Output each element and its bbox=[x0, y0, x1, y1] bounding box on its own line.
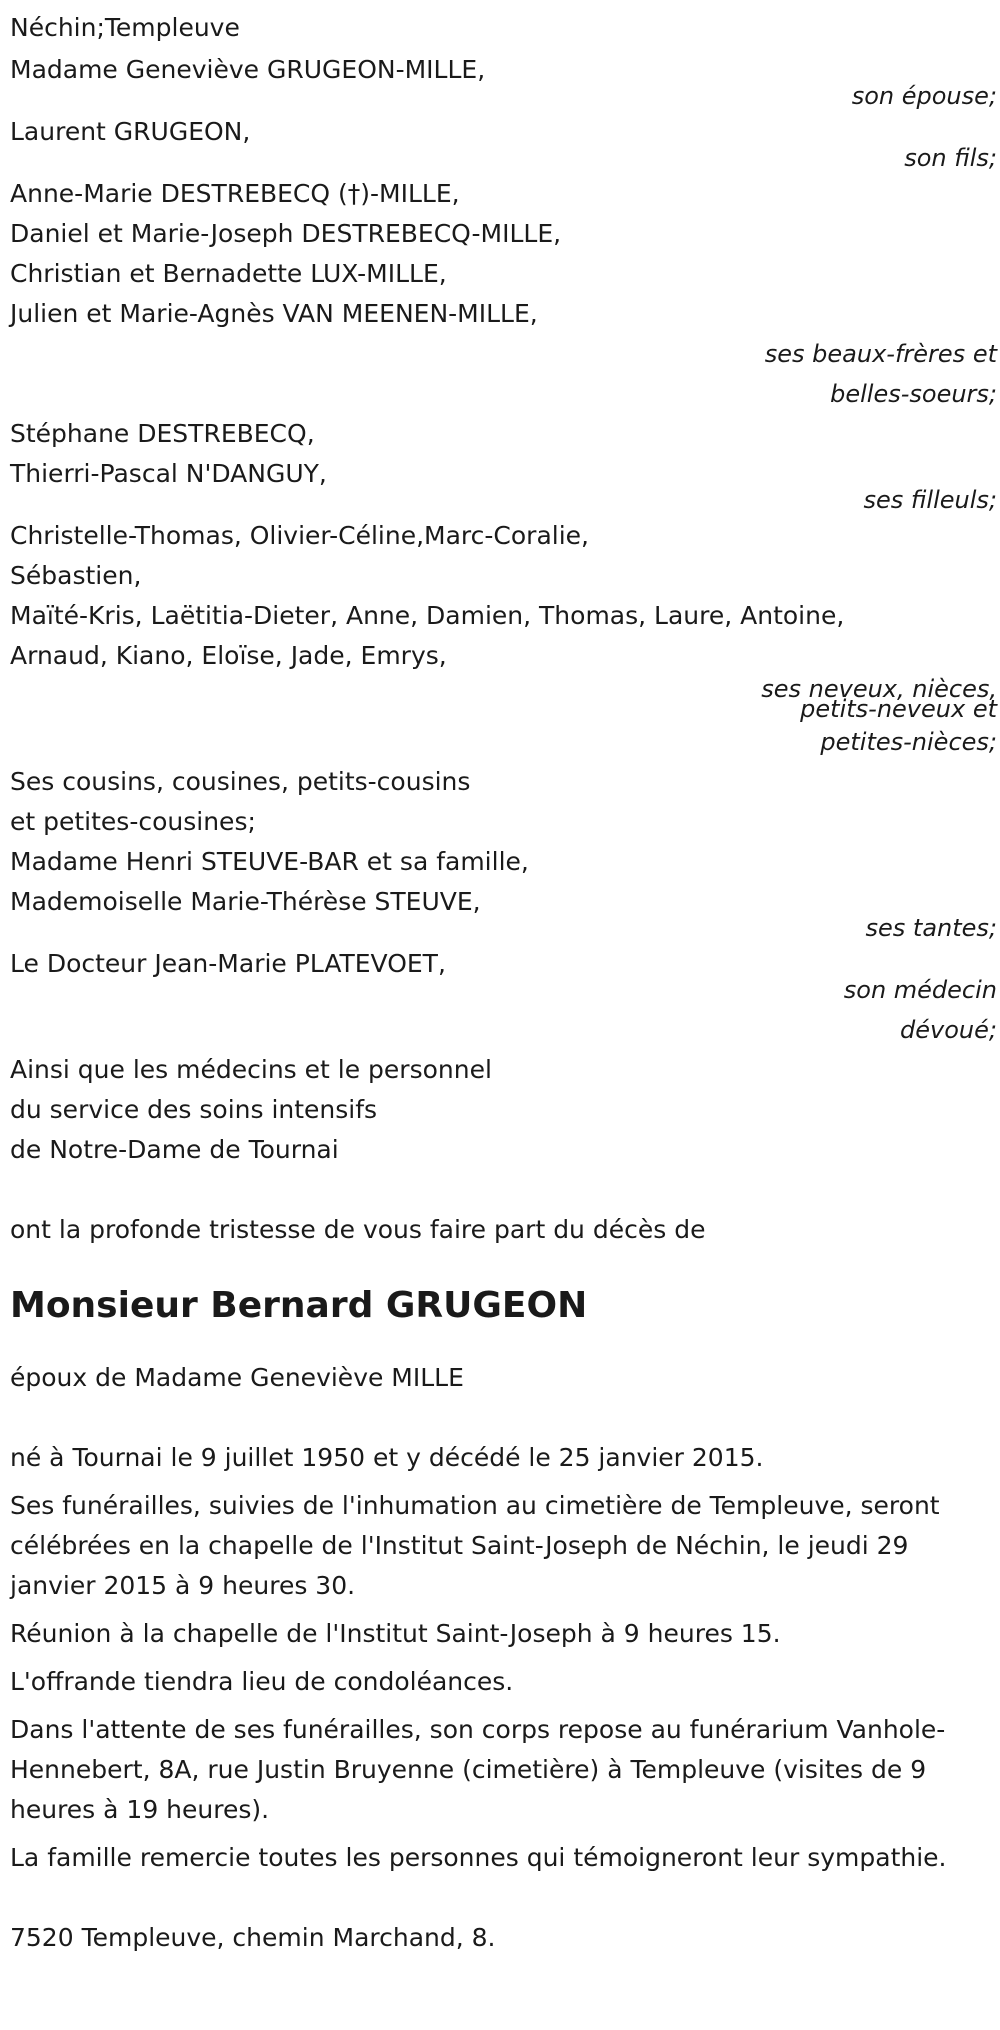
spouse-of-line: époux de Madame Geneviève MILLE bbox=[10, 1363, 464, 1392]
intro-line: ont la profonde tristesse de vous faire part du décès de bbox=[10, 1215, 706, 1244]
place-line: Néchin;Templeuve bbox=[10, 13, 240, 42]
son-name: Laurent GRUGEON, bbox=[10, 117, 251, 146]
cousin-line: Ses cousins, cousines, petits-cousins bbox=[10, 767, 471, 796]
godchild-line: Thierri-Pascal N'DANGUY, bbox=[10, 459, 327, 488]
aunt-line: Madame Henri STEUVE-BAR et sa famille, bbox=[10, 847, 529, 876]
meeting-paragraph: Réunion à la chapelle de l'Institut Saint-Joseph à 9 heures 15. bbox=[10, 1619, 781, 1648]
deceased-name: Monsieur Bernard GRUGEON bbox=[10, 1285, 588, 1326]
inlaw-line: Daniel et Marie-Joseph DESTREBECQ-MILLE, bbox=[10, 219, 562, 248]
nephew-line: Sébastien, bbox=[10, 561, 142, 590]
rest-paragraph: Dans l'attente de ses funérailles, son corps repose au funérarium Vanhole-Hennebert, 8A, rue Justin Bruyenne (cimetière) à Templeuve (visites de 9 heures à 19 heures). bbox=[10, 1715, 946, 1824]
inlaw-line: Julien et Marie-Agnès VAN MEENEN-MILLE, bbox=[10, 299, 538, 328]
doctor-role: son médecin bbox=[843, 976, 997, 1004]
spouse-name: Madame Geneviève GRUGEON-MILLE, bbox=[10, 55, 486, 84]
nephews-role: ses neveux, nièces, bbox=[761, 675, 997, 703]
godchildren-role: ses filleuls; bbox=[863, 486, 997, 514]
nephew-line: Christelle-Thomas, Olivier-Céline,Marc-Coralie, bbox=[10, 521, 589, 550]
staff-line: de Notre-Dame de Tournai bbox=[10, 1135, 339, 1164]
son-role: son fils; bbox=[904, 144, 997, 172]
nephew-line: Arnaud, Kiano, Eloïse, Jade, Emrys, bbox=[10, 641, 447, 670]
aunt-line: Mademoiselle Marie-Thérèse STEUVE, bbox=[10, 887, 481, 916]
staff-line: du service des soins intensifs bbox=[10, 1095, 378, 1124]
address-line: 7520 Templeuve, chemin Marchand, 8. bbox=[10, 1923, 496, 1952]
spouse-role: son épouse; bbox=[851, 82, 997, 110]
funeral-paragraph: Ses funérailles, suivies de l'inhumation au cimetière de Templeuve, seront célébrées en la chapelle de l'Institut Saint-Joseph de Néchin, le jeudi 29 janvier 2015 à 9 heures 30. bbox=[10, 1491, 940, 1600]
obituary-notice bbox=[10, 8, 1000, 1958]
inlaw-line: Anne-Marie DESTREBECQ (†)-MILLE, bbox=[10, 179, 460, 208]
doctor-name: Le Docteur Jean-Marie PLATEVOET, bbox=[10, 949, 446, 978]
nephew-line: Maïté-Kris, Laëtitia-Dieter, Anne, Damien, Thomas, Laure, Antoine, bbox=[10, 601, 845, 630]
nephews-role: petites-nièces; bbox=[820, 728, 997, 756]
inlaws-role: ses beaux-frères et bbox=[764, 340, 997, 368]
inlaw-line: Christian et Bernadette LUX-MILLE, bbox=[10, 259, 447, 288]
aunts-role: ses tantes; bbox=[865, 914, 997, 942]
inlaws-role: belles-soeurs; bbox=[830, 380, 997, 408]
godchild-line: Stéphane DESTREBECQ, bbox=[10, 419, 315, 448]
cousin-line: et petites-cousines; bbox=[10, 807, 256, 836]
staff-line: Ainsi que les médecins et le personnel bbox=[10, 1055, 492, 1084]
nephews-role: petits-neveux et bbox=[800, 695, 997, 723]
offering-paragraph: L'offrande tiendra lieu de condoléances. bbox=[10, 1667, 514, 1696]
doctor-role: dévoué; bbox=[900, 1016, 997, 1044]
thanks-paragraph: La famille remercie toutes les personnes qui témoigneront leur sympathie. bbox=[10, 1843, 947, 1872]
birth-death-line: né à Tournai le 9 juillet 1950 et y décédé le 25 janvier 2015. bbox=[10, 1443, 764, 1472]
